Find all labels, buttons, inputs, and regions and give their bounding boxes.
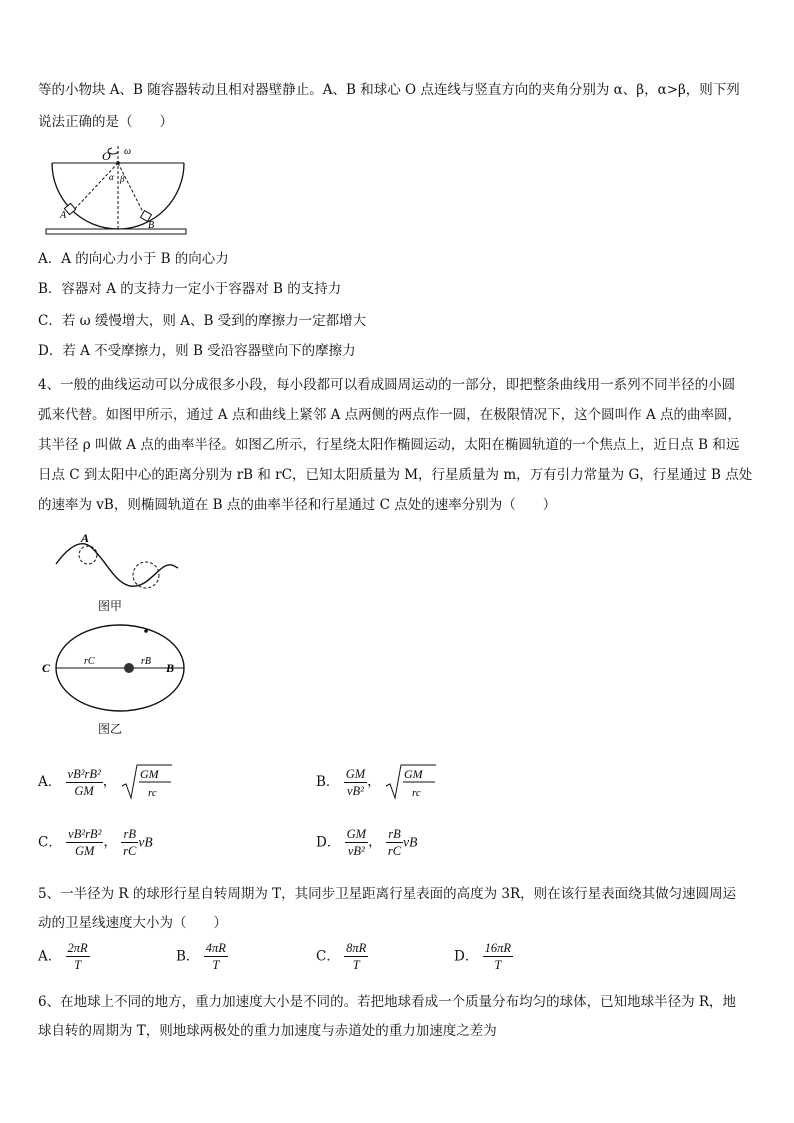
q4-text-line-4: 日点 C 到太阳中心的距离分别为 rB 和 rC，已知太阳质量为 M，行星质量为 m，万有引力常量为 G，行星通过 B 点处 [38, 467, 753, 483]
q6-text-line-2: 球自转的周期为 T，则地球两极处的重力加速度与赤道处的重力加速度之差为 [38, 1023, 497, 1039]
q3-option-c: C．若 ω 缓慢增大，则 A、B 受到的摩擦力一定都增大 [38, 313, 367, 329]
svg-text:GM: GM [139, 767, 159, 781]
q4-c-frac-2: $\frac{rB}{rC}$ [123, 827, 137, 858]
fig2-label-B: B [166, 661, 175, 675]
figure-yi-ellipse [38, 620, 188, 715]
q4-d-frac: $\frac{GM}{\text{vB²}}$ [346, 827, 367, 858]
label-B: B [148, 220, 155, 231]
q4-d-frac-2: $\frac{rB}{rC}$ [387, 827, 402, 858]
q4-a-sqrt [121, 762, 173, 802]
fig2-label-C: C [42, 661, 51, 675]
fig2-label-rC: rC [84, 656, 95, 667]
q4-text-line-2: 弧来代替。如图甲所示，通过 A 点和曲线上紧邻 A 点两侧的两点作一圆，在极限情况下，这个圆叫作 A 点的曲率圆， [38, 407, 741, 423]
q3-text-line-1: 等的小物块 A、B 随容器转动且相对器壁静止。A、B 和球心 O 点连线与竖直方向的夹角分别为 α、β，α>β，则下列 [38, 82, 740, 98]
q4-a-frac: $\frac{\text{vB²rB²}}{GM}$ [67, 766, 101, 798]
q4-text-line-5: 的速率为 vB，则椭圆轨道在 B 点的曲率半径和行星通过 C 点处的速率分别为（ ） [38, 497, 557, 513]
q5-option-c: C． $\frac{8\pi R}{T}$ [316, 941, 367, 972]
label-omega: ω [124, 146, 132, 157]
q5-option-a: A． $\frac{2\pi R}{T}$ [38, 941, 88, 972]
svg-text:GM: GM [403, 767, 423, 781]
q4-option-d-label: D． [316, 834, 341, 851]
q4-option-a-label: A． [38, 774, 62, 790]
label-beta: β [120, 174, 125, 184]
label-A: A [60, 210, 67, 221]
label-alpha: α [109, 172, 114, 182]
q3-option-a: A．A 的向心力小于 B 的向心力 [38, 251, 229, 267]
sun [124, 663, 134, 673]
svg-text:rc: rc [411, 787, 421, 799]
q4-option-d: D． $\frac{GM}{\text{vB²}}$ ， $\frac{rB}{rC}$ vB [316, 827, 418, 858]
fig2-label-rB: rB [141, 656, 151, 667]
fig1-label-A: A [81, 532, 90, 545]
q4-b-sqrt [385, 762, 437, 802]
fig2-caption: 图乙 [98, 722, 123, 736]
q6-text-line-1: 6、在地球上不同的地方，重力加速度大小是不同的。若把地球看成一个质量分布均匀的球体，已知地球半径为 R，地 [38, 994, 737, 1010]
curvature-circle-a [79, 546, 97, 564]
q5-text-line-2: 动的卫星线速度大小为（ ） [38, 915, 227, 931]
q4-c-vb: vB [138, 834, 153, 850]
q4-option-a: A． $\frac{\text{vB²rB²}}{GM}$ ， GM rc [38, 762, 173, 802]
q5-text-line-1: 5、一半径为 R 的球形行星自转周期为 T，其同步卫星距离行星表面的高度为 3R，则在该行星表面绕其做匀速圆周运 [38, 886, 737, 902]
q3-text-line-2: 说法正确的是（ ） [38, 114, 173, 130]
q3-option-b: B．容器对 A 的支持力一定小于容器对 B 的支持力 [38, 281, 342, 297]
q4-option-b: B． $\frac{GM}{\text{vB²}}$ ， GM rc [316, 762, 437, 802]
q4-option-c-label: C． [38, 834, 62, 851]
q4-option-c: C． $\frac{\text{vB²rB²}}{GM}$ ， $\frac{rB}{rC}$ vB [38, 827, 153, 858]
q4-text-line-3: 其半径 ρ 叫做 A 点的曲率半径。如图乙所示，行星绕太阳作椭圆运动，太阳在椭圆轨道的一个焦点上，近日点 B 和远 [38, 437, 740, 453]
q4-text-line-1: 4、一般的曲线运动可以分成很多小段，每小段都可以看成圆周运动的一部分，即把整条曲线用一系列不同半径的小圆 [38, 377, 736, 393]
q5-option-d: D． $\frac{16\pi R}{T}$ [454, 941, 512, 972]
svg-text:rc: rc [147, 787, 157, 799]
q4-c-frac: $\frac{\text{vB²rB²}}{GM}$ [68, 827, 102, 858]
q4-d-vb: vB [403, 834, 418, 850]
q3-option-d: D．若 A 不受摩擦力，则 B 受沿容器壁向下的摩擦力 [38, 343, 356, 359]
bowl-figure [38, 138, 198, 243]
q5-option-b: B． $\frac{4\pi R}{T}$ [176, 941, 226, 972]
q4-b-frac: $\frac{GM}{\text{vB²}}$ [345, 766, 366, 798]
label-O: O [102, 149, 111, 163]
figure-jia-curve [52, 532, 182, 594]
fig1-caption: 图甲 [98, 599, 123, 613]
planet [144, 629, 148, 633]
q4-option-b-label: B． [316, 774, 340, 790]
